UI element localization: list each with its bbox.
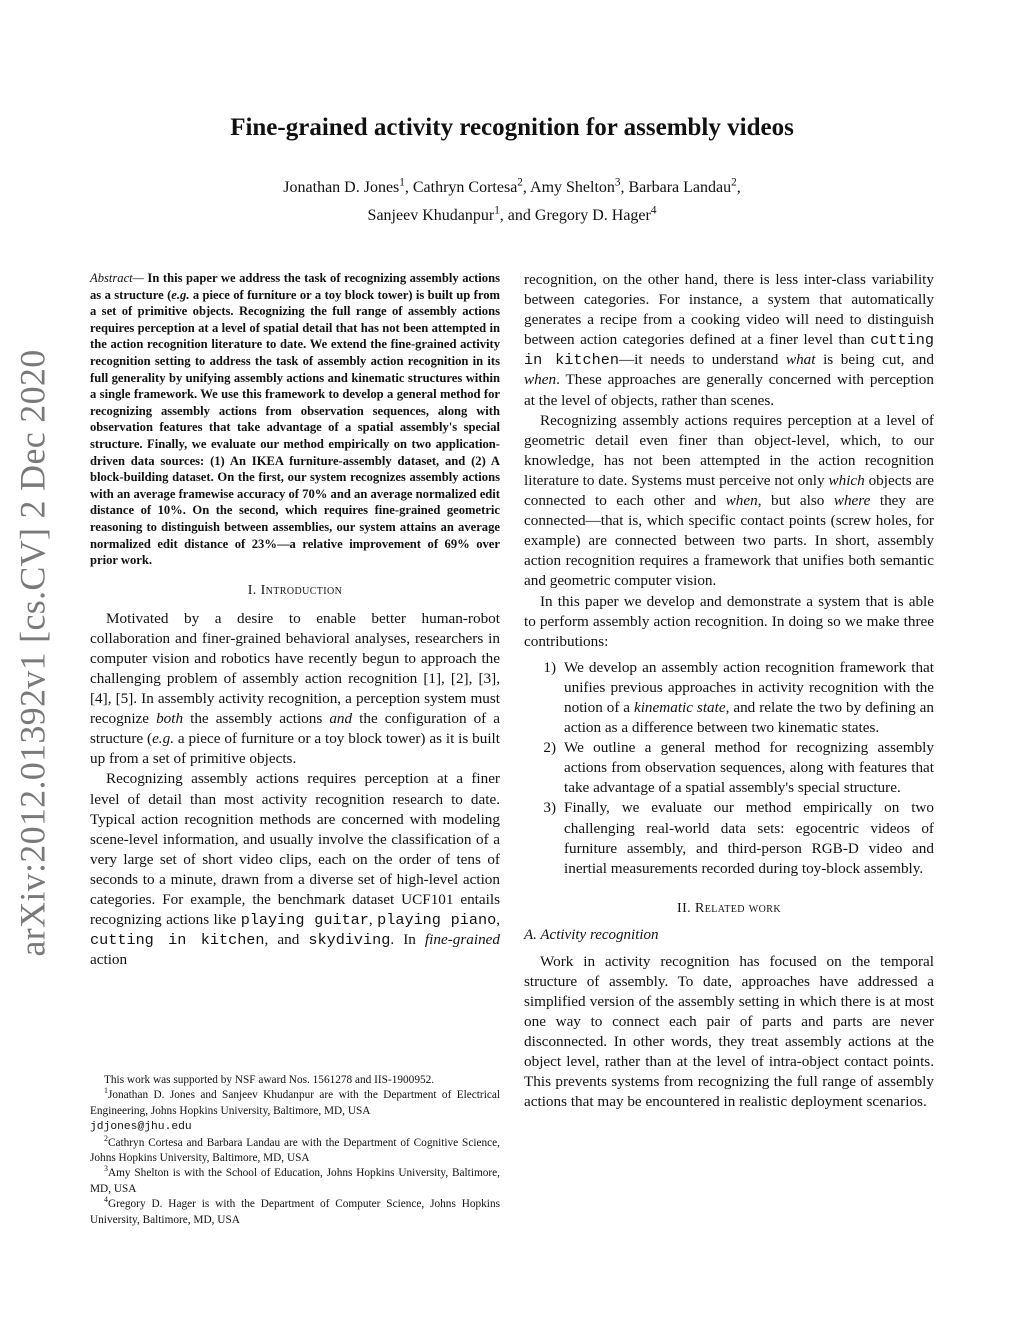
author-name: Cathryn Cortesa bbox=[412, 179, 518, 196]
paragraph-text: Motivated by a desire to enable better human-robot collaboration and finer-grained behavioral analyses, researchers in computer vision and robotics have recently begun to approach the challenging problem of assembly action recognition [1], [2], [3], [4], [5]. In assembly activity recognition, a perception system must recognize bbox=[90, 609, 500, 728]
emphasis-text: what bbox=[785, 351, 816, 369]
intro-paragraph-2 bbox=[90, 769, 500, 970]
right-column bbox=[524, 270, 934, 1113]
author-affiliation-mark: 1 bbox=[494, 204, 500, 217]
intro-paragraph-4 bbox=[524, 411, 934, 592]
section-title: Introduction bbox=[260, 582, 343, 598]
author-separator: , bbox=[620, 179, 629, 196]
section-number: I. bbox=[247, 582, 257, 598]
subsection-heading-activity-recognition: A. Activity recognition bbox=[524, 926, 659, 943]
emphasis-text: both bbox=[156, 710, 184, 728]
emphasis-text: fine-grained bbox=[424, 931, 500, 949]
paragraph-text: Recognizing assembly actions requires perception at a finer level of detail than most activity recognition research to date. Typical action recognition methods are concerned with modeling scene-level information, and usually involve the classification of a very large set of short video clips, each on the order of tens of seconds to a minute, drawn from a diverse set of high-level action categories. For example, the benchmark dataset UCF101 entails recognizing actions like bbox=[90, 770, 500, 929]
paragraph-text: a piece of furniture or a toy block tower) as it is built up from a set of primitive objects. bbox=[90, 730, 500, 768]
author-name: Amy Shelton bbox=[530, 179, 615, 196]
code-text: playing guitar bbox=[240, 911, 369, 930]
author-separator: , bbox=[404, 179, 413, 196]
paragraph-text: Recognizing assembly actions requires perception at a level of geometric detail even finer than object-level, which, to our knowledge, has not been attempted in the action recognition literature to date. Systems must perceive not only bbox=[524, 411, 934, 489]
contribution-item bbox=[524, 798, 934, 878]
paper-title: Fine-grained activity recognition for assembly videos bbox=[230, 114, 794, 141]
footnote-text: Cathryn Cortesa and Barbara Landau are with the Department of Cognitive Science, Johns Hopkins University, Baltimore, MD, USA bbox=[90, 1136, 500, 1165]
list-text bbox=[564, 658, 934, 738]
author-affiliation-mark: 2 bbox=[517, 176, 523, 189]
paragraph-text: We develop an assembly action recognition framework that unifies previous approaches in activity recognition with the notion of a bbox=[564, 658, 934, 716]
author-affiliation-mark: 1 bbox=[399, 176, 405, 189]
paragraph-text: they are connected—that is, which specific contact points (screw holes, for example) are connected between two parts. In short, assembly action recognition requires a framework that unifies both semantic and geometric computer vision. bbox=[524, 492, 934, 590]
abstract-text: a piece of furniture or a toy block tower) is built up from a set of primitive objects. Recognizing the full range of assembly actions requires perception at a level of spatial detail that has not been attempted in the action recognition literature to date. We extend the fine-grained activity recognition setting to address the task of assembly action recognition in its full generality by unifying assembly actions and kinematic structures within a single framework. We use this framework to develop a general method for recognizing assembly actions from observation sequences, along with observation features that take advantage of a spatial assembly's special structure. Finally, we evaluate our method empirically on two application-driven data sources: (1) An IKEA furniture-assembly dataset, and (2) A block-building dataset. On the first, our system recognizes assembly actions with an average framewise accuracy of 70% and an average normalized edit distance of 10%. On the second, which requires fine-grained geometric reasoning to distinguish between assemblies, our system attains an average normalized edit distance of 23%—a relative improvement of 69% over prior work. bbox=[90, 287, 501, 568]
code-text: playing piano bbox=[377, 911, 497, 930]
section-title: Related work bbox=[694, 900, 781, 916]
left-column bbox=[90, 270, 500, 970]
code-text: skydiving bbox=[308, 931, 391, 950]
list-number: 3) bbox=[543, 799, 556, 817]
footnote-3 bbox=[90, 1166, 500, 1197]
author-affiliation-mark: 3 bbox=[614, 176, 621, 189]
emphasis-text: when bbox=[725, 492, 758, 510]
list-number: 2) bbox=[543, 739, 556, 757]
author-affiliation-mark: 2 bbox=[731, 176, 737, 189]
abstract-lead: Abstract— bbox=[90, 271, 144, 285]
intro-paragraph-5: In this paper we develop and demonstrate a system that is able to perform assembly action recognition. In doing so we make three contributions: bbox=[524, 592, 934, 650]
footnote-text: Jonathan D. Jones and Sanjeev Khudanpur are with the Department of Electrical Engineering, Johns Hopkins University, Baltimore, MD, USA bbox=[90, 1089, 500, 1117]
contribution-item bbox=[524, 658, 934, 738]
abstract-text: In this paper we address the task of recognizing assembly actions as a structure ( bbox=[90, 271, 500, 302]
paragraph-text: is being cut, and bbox=[815, 351, 934, 369]
intro-paragraph-3 bbox=[524, 270, 934, 411]
contribution-list bbox=[524, 658, 934, 879]
author-line-2 bbox=[120, 202, 904, 230]
intro-paragraph-1 bbox=[90, 609, 500, 770]
list-text: We outline a general method for recognizing assembly actions from observation sequences, along with features that take advantage of a spatial assembly's special structure. bbox=[564, 739, 934, 797]
emphasis-text: when bbox=[524, 371, 557, 389]
author-name: Jonathan D. Jones bbox=[283, 179, 400, 196]
author-affiliation-mark: 4 bbox=[650, 204, 657, 217]
footnote-2 bbox=[90, 1133, 500, 1167]
paragraph-text: —it needs to understand bbox=[618, 351, 786, 369]
footnote-4 bbox=[90, 1197, 500, 1228]
paragraph-text: , and bbox=[264, 931, 309, 949]
footnote-mark: 4 bbox=[104, 1195, 108, 1205]
paragraph-text: , bbox=[496, 911, 500, 929]
footnote-text: Gregory D. Hager is with the Department of Computer Science, Johns Hopkins University, Baltimore, MD, USA bbox=[90, 1198, 500, 1226]
paragraph-text: the assembly actions bbox=[183, 710, 330, 728]
contribution-item bbox=[524, 738, 934, 798]
author-list bbox=[120, 174, 904, 230]
author-name: Barbara Landau bbox=[628, 179, 732, 196]
footnote-mark: 3 bbox=[104, 1164, 108, 1174]
footnote-funding: This work was supported by NSF award Nos. 1561278 and IIS-1900952. bbox=[104, 1074, 435, 1086]
emphasis-text: e.g. bbox=[152, 730, 174, 748]
list-number: 1) bbox=[543, 658, 556, 676]
author-separator: , and bbox=[499, 207, 535, 224]
footnote-1 bbox=[90, 1088, 500, 1135]
paragraph-text: . In bbox=[390, 931, 425, 949]
abstract bbox=[90, 270, 500, 569]
paragraph-text: , but also bbox=[757, 492, 834, 510]
section-heading-introduction bbox=[90, 583, 500, 599]
emphasis-text: kinematic state bbox=[633, 698, 726, 716]
paragraph-text: , bbox=[368, 911, 378, 929]
author-name: Gregory D. Hager bbox=[534, 207, 651, 224]
author-email: jdjones@jhu.edu bbox=[90, 1121, 192, 1134]
emphasis-text: which bbox=[828, 471, 865, 489]
footnote-text: Amy Shelton is with the School of Education, Johns Hopkins University, Baltimore, MD, USA bbox=[90, 1167, 500, 1195]
paragraph-text: . These approaches are generally concerned with perception at the level of objects, rather than scenes. bbox=[524, 371, 934, 409]
section-heading-related-work bbox=[524, 901, 934, 917]
author-separator: , bbox=[736, 179, 741, 196]
abstract-emphasis: e.g. bbox=[171, 287, 190, 302]
code-text: cutting in kitchen bbox=[524, 331, 934, 370]
related-paragraph-1: Work in activity recognition has focused on the temporal structure of assembly. To date, approaches have addressed a simplified version of the assembly setting in which there is at most one way to connect each pair of parts and parts are never disconnected. In other words, they treat assembly actions at the object level, rather than at the level of intra-object contact points. This prevents systems from recognizing the full range of assembly actions that may be encountered in realistic deployment scenarios. bbox=[524, 952, 934, 1111]
paragraph-text: recognition, on the other hand, there is less inter-class variability between categories. For instance, a system that automatically generates a recipe from a cooking video will need to distinguish between action categories defined at a finer level than bbox=[524, 271, 934, 349]
list-text: Finally, we evaluate our method empirically on two challenging real-world data sets: egocentric videos of furniture assembly, and third-person RGB-D video and inertial measurements recorded during toy-block assembly. bbox=[564, 799, 934, 877]
section-number: II. bbox=[677, 900, 692, 916]
paragraph-text: , and relate the two by defining an action as a difference between two kinematic states. bbox=[564, 698, 934, 737]
arxiv-identifier-text: arXiv:2012.01392v1 [cs.CV] 2 Dec 2020 bbox=[12, 349, 52, 957]
footnote-mark: 1 bbox=[104, 1086, 108, 1096]
author-separator: , bbox=[522, 179, 531, 196]
paragraph-text: objects are connected to each other and bbox=[524, 471, 934, 510]
emphasis-text: where bbox=[833, 492, 871, 510]
author-line-1 bbox=[120, 174, 904, 202]
author-name: Sanjeev Khudanpur bbox=[367, 207, 495, 224]
paragraph-text: the configuration of a structure ( bbox=[90, 710, 500, 748]
footnotes bbox=[90, 1073, 500, 1228]
code-text: cutting in kitchen bbox=[90, 931, 265, 950]
emphasis-text: and bbox=[329, 710, 353, 728]
paragraph-text: action bbox=[90, 951, 128, 969]
footnote-mark: 2 bbox=[104, 1133, 108, 1143]
arxiv-identifier-stamp bbox=[12, 348, 52, 958]
